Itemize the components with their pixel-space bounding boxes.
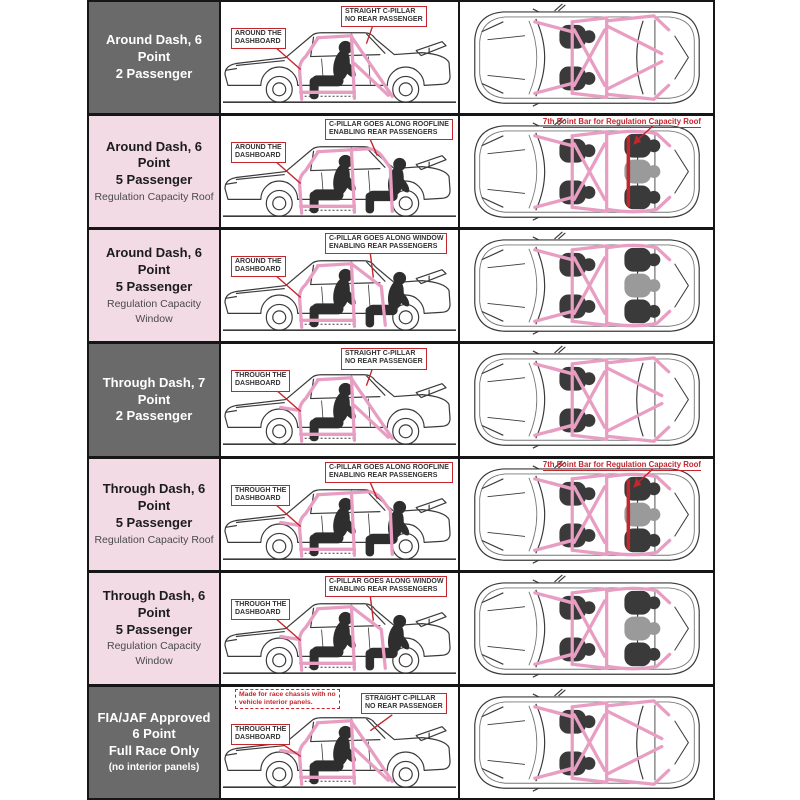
side-view-cell — [221, 116, 460, 227]
rollcage-top — [535, 701, 669, 784]
top-view-diagram — [460, 344, 713, 455]
top-view-cell — [460, 2, 713, 113]
row-label — [89, 2, 221, 113]
row-title-line: Through Dash, 6 Point — [102, 480, 206, 513]
annotation-text: NO REAR PASSENGER — [365, 702, 443, 710]
top-view-diagram — [460, 459, 713, 570]
table-row — [89, 684, 713, 798]
annotation-text: STRAIGHT C-PILLAR — [345, 350, 416, 358]
top-view-diagram — [460, 573, 713, 684]
top-view-cell — [460, 230, 713, 341]
annotation-cpillar — [325, 119, 453, 140]
annotation-text: DASHBOARD — [235, 494, 281, 502]
configuration-table — [87, 0, 715, 800]
annotation-text: C-PILLAR GOES ALONG WINDOW — [329, 235, 444, 243]
side-view-cell — [221, 344, 460, 455]
rollcage-top — [535, 16, 669, 99]
side-view-cell — [221, 687, 460, 798]
annotation-text: DASHBOARD — [235, 608, 281, 616]
row-subtitle: (no interior panels) — [108, 762, 200, 774]
annotation-text: ENABLING REAR PASSENGERS — [329, 243, 438, 251]
annotation-text: NO REAR PASSENGER — [345, 16, 423, 24]
side-view-cell — [221, 2, 460, 113]
top-view-cell — [460, 116, 713, 227]
seventh-point-note: 7th Point Bar for Regulation Capacity Roof — [542, 117, 701, 127]
annotation-cpillar — [341, 348, 427, 369]
annotation-text: DASHBOARD — [235, 38, 281, 46]
annotation-text: NO REAR PASSENGER — [345, 358, 423, 366]
row-label — [89, 687, 221, 798]
row-title-line: Around Dash, 6 Point — [105, 138, 203, 171]
annotation-text: C-PILLAR GOES ALONG ROOFLINE — [329, 463, 449, 471]
row-title-line: 2 Passenger — [115, 408, 193, 424]
row-title-line: Through Dash, 7 Point — [102, 374, 206, 407]
annotation-text: AROUND THE — [235, 30, 282, 37]
row-subtitle: Regulation Capacity Roof — [94, 533, 214, 546]
row-label — [89, 230, 221, 341]
side-view-cell — [221, 573, 460, 684]
table-row — [89, 570, 713, 684]
annotation-dashboard — [231, 28, 286, 49]
annotation-cpillar — [325, 233, 447, 254]
annotation-dashboard — [231, 142, 286, 163]
row-title-line: 5 Passenger — [115, 172, 193, 188]
top-view-cell — [460, 573, 713, 684]
top-view-cell — [460, 687, 713, 798]
annotation-text: STRAIGHT C-PILLAR — [345, 8, 416, 15]
annotation-cpillar — [361, 693, 447, 714]
table-row — [89, 227, 713, 341]
table-row — [89, 2, 713, 113]
top-view-diagram — [460, 116, 713, 227]
row-title-line: Around Dash, 6 Point — [105, 245, 203, 278]
annotation-race-chassis — [235, 689, 340, 710]
row-label — [89, 344, 221, 455]
top-view-cell — [460, 344, 713, 455]
annotation-text: C-PILLAR GOES ALONG ROOFLINE — [329, 121, 449, 129]
annotation-dashboard — [231, 599, 290, 620]
annotation-dashboard — [231, 370, 290, 391]
annotation-dashboard — [231, 256, 286, 277]
annotation-text: AROUND THE — [235, 258, 282, 266]
row-subtitle: Regulation Capacity Roof — [94, 191, 214, 204]
annotation-text: THROUGH THE — [235, 486, 287, 494]
annotation-text: THROUGH THE — [235, 372, 287, 380]
row-subtitle: Regulation Capacity Window — [107, 298, 201, 325]
row-title-line: 5 Passenger — [115, 621, 193, 637]
row-title-line: 2 Passenger — [115, 66, 193, 82]
annotation-text: DASHBOARD — [235, 152, 281, 160]
table-row — [89, 456, 713, 570]
top-view-diagram — [460, 687, 713, 798]
annotation-text: ENABLING REAR PASSENGERS — [329, 471, 438, 479]
annotation-text: DASHBOARD — [235, 733, 281, 741]
table-row — [89, 113, 713, 227]
annotation-text: ENABLING REAR PASSENGERS — [329, 129, 438, 137]
side-view-cell — [221, 459, 460, 570]
annotation-text: STRAIGHT C-PILLAR — [365, 694, 436, 702]
row-subtitle: Regulation Capacity Window — [107, 640, 201, 668]
annotation-text: AROUND THE — [235, 144, 282, 152]
annotation-text: DASHBOARD — [235, 266, 281, 274]
annotation-text: THROUGH THE — [235, 725, 287, 733]
annotation-cpillar — [325, 576, 447, 597]
side-view-cell — [221, 230, 460, 341]
row-title-line: 5 Passenger — [115, 514, 193, 530]
row-title-line: 5 Passenger — [115, 279, 193, 295]
top-view-diagram — [460, 2, 713, 113]
annotation-text: C-PILLAR GOES ALONG WINDOW — [329, 577, 444, 585]
annotation-text: ENABLING REAR PASSENGERS — [329, 585, 438, 593]
annotation-dashboard — [231, 485, 290, 506]
row-label — [89, 459, 221, 570]
annotation-text: THROUGH THE — [235, 600, 287, 608]
rollcage-top — [535, 358, 669, 441]
row-label — [89, 573, 221, 684]
seventh-point-note: 7th Point Bar for Regulation Capacity Roof — [542, 459, 701, 469]
row-title-line: 6 Point — [132, 726, 176, 742]
annotation-text: vehicle interior panels. — [239, 698, 313, 706]
row-title-line: Around Dash, 6 Point — [105, 32, 203, 65]
annotation-cpillar — [341, 6, 427, 27]
row-title-line: Through Dash, 6 Point — [102, 587, 206, 620]
table-row — [89, 341, 713, 455]
row-title-line: Full Race Only — [108, 743, 200, 759]
annotation-dashboard — [231, 724, 290, 745]
annotation-text: Made for race chassis with no — [239, 690, 336, 698]
annotation-cpillar — [325, 462, 453, 483]
top-view-diagram — [460, 230, 713, 341]
row-title-line: FIA/JAF Approved — [97, 709, 211, 725]
annotation-text: DASHBOARD — [235, 380, 281, 388]
top-view-cell — [460, 459, 713, 570]
row-label — [89, 116, 221, 227]
